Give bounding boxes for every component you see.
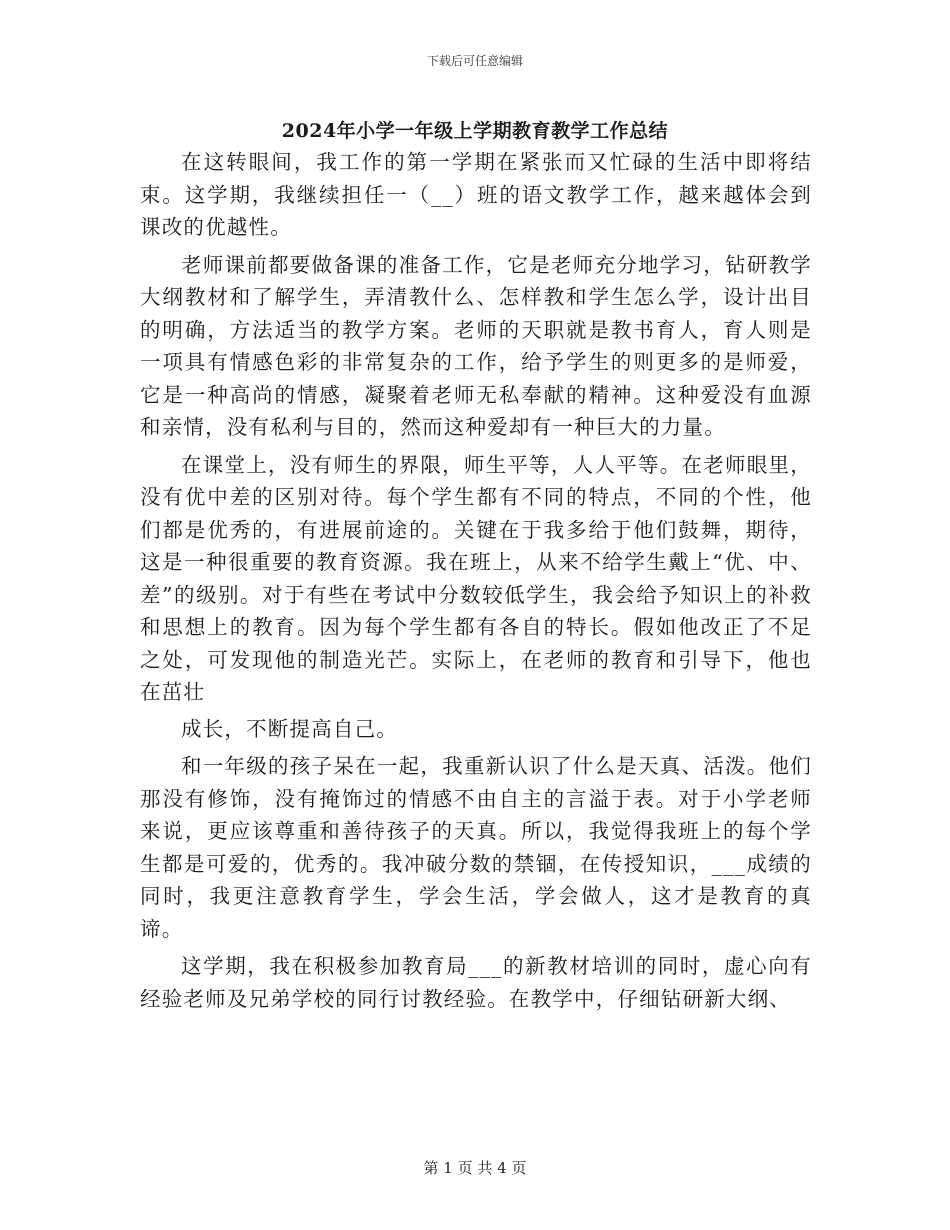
document-title: 2024年小学一年级上学期教育教学工作总结 <box>281 120 669 142</box>
paragraph-1: 在这转眼间，我工作的第一学期在紧张而又忙碌的生活中即将结束。这学期，我继续担任一（__）班的语文教学工作，越来越体会到课改的优越性。 <box>140 150 812 239</box>
paragraph-6: 这学期，我在积极参加教育局___的新教材培训的同时，虚心向有经验老师及兄弟学校的同行讨教经验。在教学中，仔细钻研新大纲、 <box>140 954 812 1011</box>
header-note: 下载后可任意编辑 <box>426 54 523 68</box>
page-number: 第 1 页 共 4 页 <box>423 1159 527 1177</box>
document-body <box>140 146 812 1015</box>
paragraph-5: 和一年级的孩子呆在一起，我重新认识了什么是天真、活泼。他们那没有修饰，没有掩饰过的情感不由自主的言溢于表。对于小学老师来说，更应该尊重和善待孩子的天真。所以，我觉得我班上的每个学生都是可爱的，优秀的。我冲破分数的禁锢，在传授知识，___成绩的同时，我更注意教育学生，学会生活，学会做人，这才是教育的真谛。 <box>140 754 812 941</box>
paragraph-2: 老师课前都要做备课的准备工作，它是老师充分地学习，钻研教学大纲教材和了解学生，弄清教什么、怎样教和学生怎么学，设计出目的明确，方法适当的教学方案。老师的天职就是教书育人，育人则是一项具有情感色彩的非常复杂的工作，给予学生的则更多的是师爱，它是一种高尚的情感，凝聚着老师无私奉献的精神。这种爱没有血源和亲情，没有私利与目的，然而这种爱却有一种巨大的力量。 <box>140 252 812 439</box>
paragraph-3: 在课堂上，没有师生的界限，师生平等，人人平等。在老师眼里，没有优中差的区别对待。每个学生都有不同的特点，不同的个性，他们都是优秀的，有进展前途的。关键在于我多给于他们鼓舞，期待，这是一种很重要的教育资源。我在班上，从来不给学生戴上“优、中、差”的级别。对于有些在考试中分数较低学生，我会给予知识上的补救和思想上的教育。因为每个学生都有各自的特长。假如他改正了不足之处，可发现他的制造光芒。实际上，在老师的教育和引导下，他也在茁壮 <box>140 452 812 704</box>
paragraph-4: 成长，不断提高自己。 <box>181 716 398 741</box>
